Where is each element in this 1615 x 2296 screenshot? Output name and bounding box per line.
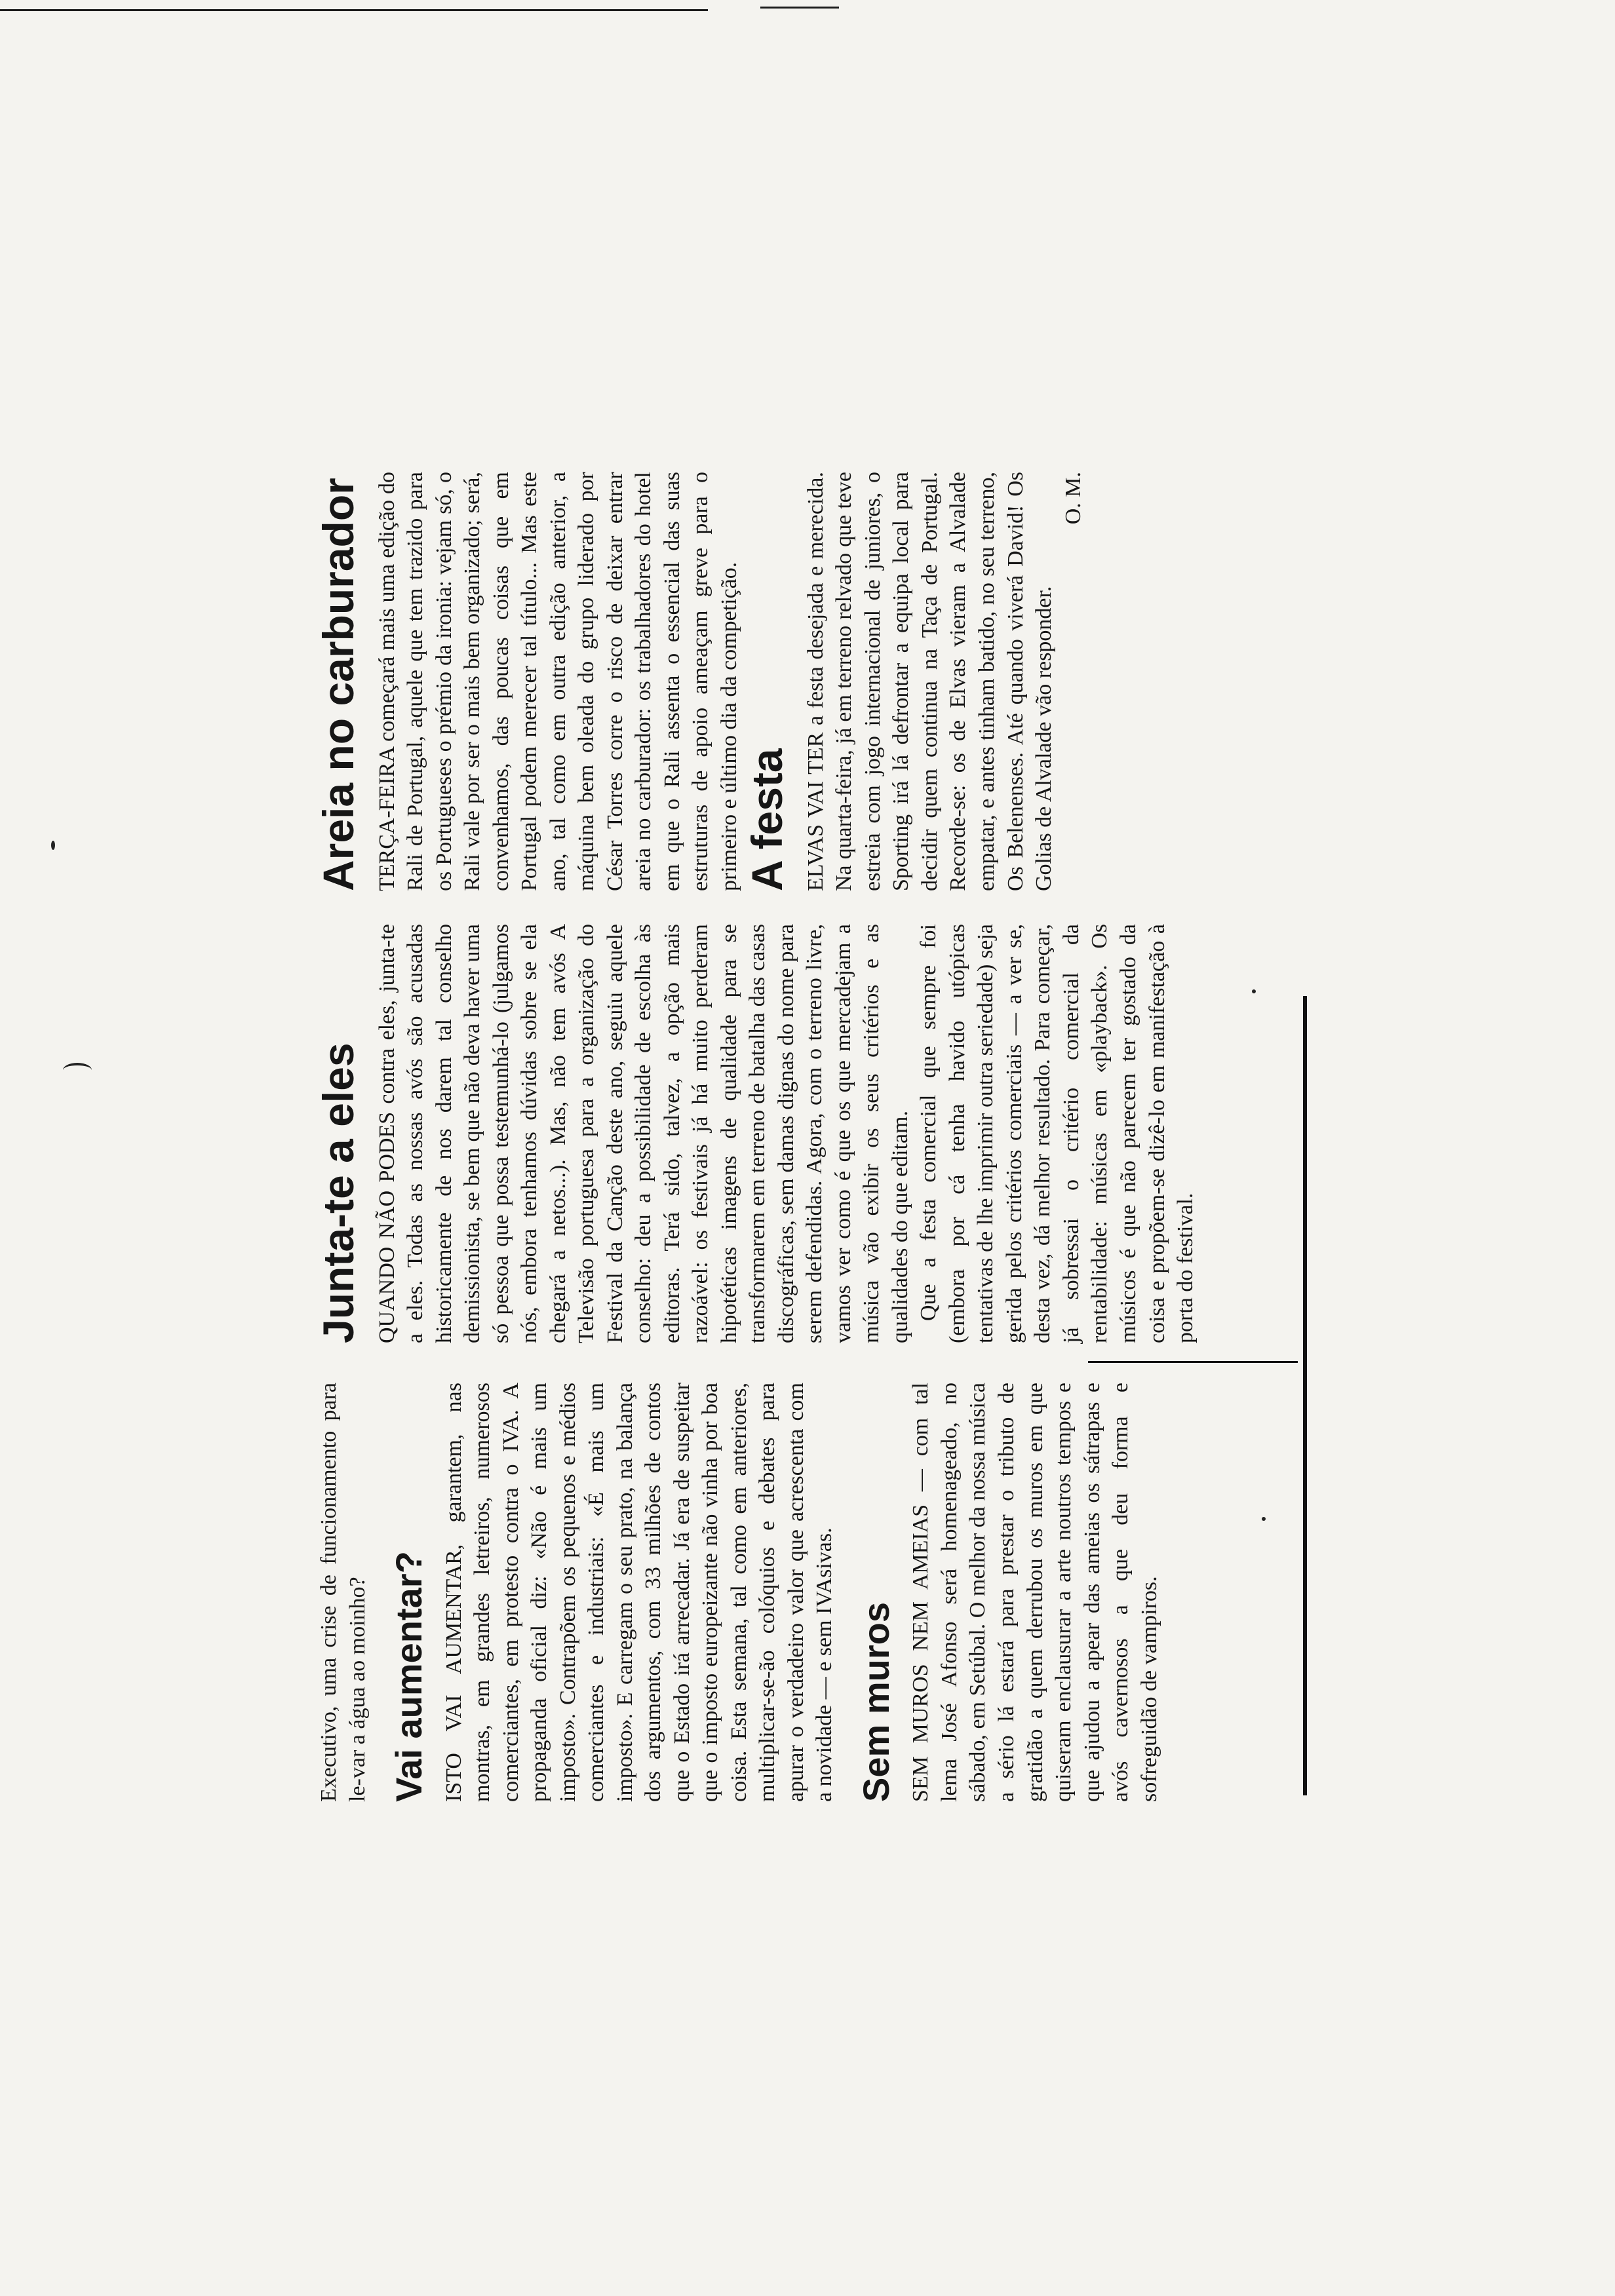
- column-2: [315, 924, 1200, 1343]
- scan-smudge: [63, 1063, 92, 1077]
- headline-junta-te-a-eles: Junta-te a eles: [314, 1043, 362, 1343]
- column-rule: [1088, 1361, 1298, 1363]
- column-1: [315, 1383, 1163, 1802]
- body-a-festa: ELVAS VAI TER a festa desejada e merecida. Na quarta-feira, já em terreno relvado que teve estreia com jogo internacional de juniores, o Sporting irá lá defrontar a equipa local para decidir quem continua na Taça de Portugal. Recorde-se: os de Elvas vieram a Alvalade empatar, e antes tinham batido, no seu terreno, Os Belenenses. Até quando viverá David! Os Golias de Alvalade vão responder.: [803, 472, 1057, 891]
- headline-vai-aumentar: Vai aumentar?: [388, 1551, 430, 1802]
- newspaper-clipping: [315, 328, 1311, 1802]
- scan-line-top-right: [760, 7, 839, 9]
- bottom-rule: [1303, 996, 1307, 1795]
- scan-speck: [51, 841, 55, 850]
- body-vai-aumentar: ISTO VAI AUMENTAR, garantem, nas montras, em grandes letreiros, numerosos comerciantes, em protesto contra o IVA. A propaganda oficial diz: «Não é mais um imposto». Contrapõem os pequenos e médios comerciantes e industriais: «É mais um imposto». E carregam o seu prato, na balança dos argumentos, com 33 milhões de contos que o Estado irá arrecadar. Já era de suspeitar que o imposto europeizante não vinha por boa coisa. Esta semana, tal como em anteriores, multiplicar-se-ão colóquios e debates para apurar o verdadeiro valor que acrescenta com a novidade — e sem IVAsivas.: [441, 1383, 837, 1802]
- column-3: [315, 472, 1086, 891]
- body-junta-te-a-eles-1: QUANDO NÃO PODES contra eles, junta-te a eles. Todas as nossas avós são acusadas historicamente de nos darem tal conselho demissionista, se bem que não deva haver uma só pessoa que possa testemunhá-lo (julgamos nós, embora tenhamos dúvidas sobre se ela chegará a netos...). Mas, não tem avós A Televisão portuguesa para a organização do Festival da Canção deste ano, seguiu aquele conselho: deu a possibilidade de escolha às editoras. Terá sido, talvez, a opção mais razoável: os festivais já há muito perderam hipotéticas imagens de qualidade para se transformarem em terreno de batalha das casas discográficas, sem damas dignas do nome para serem defendidas. Agora, com o terreno livre, vamos ver como é que os que mercadejam a música vão exibir os seus critérios e as qualidades do que editam.: [374, 924, 912, 1343]
- body-areia-no-carburador: TERÇA-FEIRA começará mais uma edição do Rali de Portugal, aquele que tem trazido para os Portugueses o prémio da ironia: vejam só, o Rali vale por ser o mais bem organizado; será, convenhamos, das poucas coisas que em Portugal podem merecer tal título... Mas este ano, tal como em outra edição anterior, a máquina bem oleada do grupo liderado por César Torres corre o risco de deixar entrar areia no carburador: os trabalhadores do hotel em que o Rali assenta o essencial das suas estruturas de apoio ameaçam greve para o primeiro e último dia da competição.: [374, 472, 741, 891]
- author-signature: O. M.: [1060, 472, 1085, 525]
- headline-sem-muros: Sem muros: [855, 1602, 897, 1802]
- headline-a-festa: A festa: [743, 748, 792, 891]
- body-junta-te-a-eles-2: Que a festa comercial que sempre foi (embora por cá tenha havido utópicas tentativas de lhe imprimir outra seriedade) seja gerida pelos critérios comerciais — a ver se, desta vez, dá melhor resultado. Para começar, já sobressai o critério comercial da rentabilidade: músicas em «playback». Os músicos é que não parecem ter gostado da coisa e propõem-se dizê-lo em manifestação à porta do festival.: [916, 924, 1198, 1343]
- body-sem-muros: SEM MUROS NEM AMEIAS — com tal lema José Afonso será homenageado, no sábado, em Setúbal. O melhor da nossa música a sério lá estará para prestar o tributo de gratidão a quem derrubou os muros em que quiseram enclausurar a arte noutros tempos e que ajudou a apear das ameias os sátrapas e avós cavernosos a que deu forma e sofreguidão de vampiros.: [908, 1383, 1161, 1802]
- scan-line-top: [0, 9, 708, 11]
- article-intro: Executivo, uma crise de funcionamento para le-var a água ao moinho?: [317, 1383, 370, 1802]
- headline-areia-no-carburador: Areia no carburador: [314, 478, 362, 891]
